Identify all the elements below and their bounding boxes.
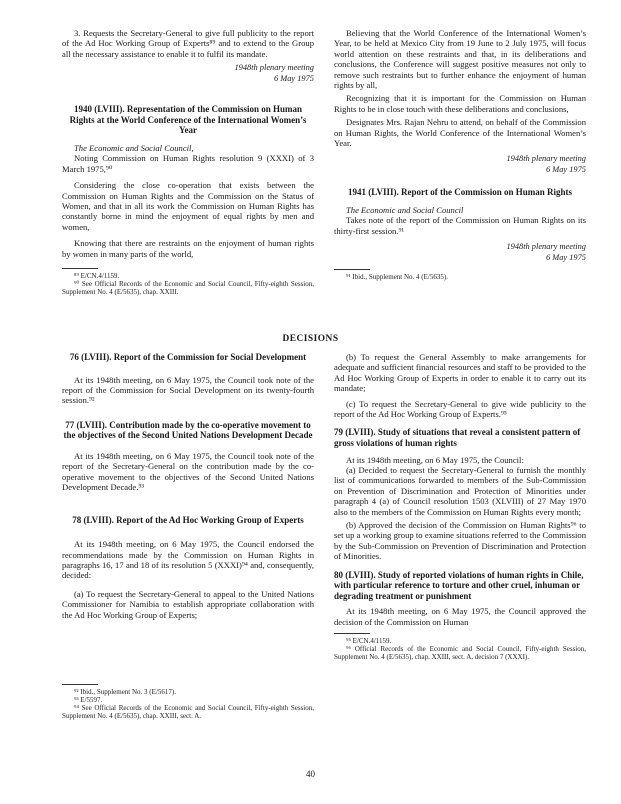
decision-subparagraph: (b) To request the General Assembly to make arrangements for adequate and sufficient financial resources and staff to be provided to the Ad Hoc Working Group of Experts in order to enable it to carry out its mandate; [334, 352, 586, 394]
bottom-left-column [62, 352, 314, 720]
resolution-title: 1940 (LVIII). Representation of the Commission on Human Rights at the World Conference of the International Women’s Year [69, 104, 307, 136]
footnote: ⁹⁵ E/CN.4/1159. [346, 637, 392, 646]
resolution-paragraph: 3. Requests the Secretary-General to give full publicity to the report of the Ad Hoc Working Group of Experts⁸⁹ and to extend to the Group all the necessary assistance to enable it to fulfil its mandate. [62, 28, 314, 59]
footnote: ⁹² Ibid., Supplement No. 3 (E/5617). [74, 688, 176, 697]
decision-title: 76 (LVIII). Report of the Commission for Social Development [69, 352, 307, 362]
decision-subparagraph: (c) To request the Secretary-General to give wide publicity to the report of the Ad Hoc Working Group of Experts.⁹⁵ [334, 398, 586, 420]
top-left-column [62, 28, 314, 296]
signature-meeting: 1948th plenary meeting [234, 63, 314, 73]
page-number: 40 [306, 769, 315, 779]
resolution-paragraph: Believing that the World Conference of the International Women’s Year, to be held at Mexico City from 19 June to 2 July 1975, will focus world attention on these restraints and that, in its deliberations and conclusions, the Conference will suggest positive measures not only to remove such restraints but to further enhance the enjoyment of human rights by all, [334, 28, 586, 91]
decision-text: At its 1948th meeting, on 6 May 1975, the Council took note of the report of the Commission for Social Development on its twenty-fourth session.⁹² [62, 374, 314, 406]
footnote: ⁹⁴ See Official Records of the Economic and Social Council, Fifty-eighth Session, Supplement No. 4 (E/5635), chap. XXIII, sect. A. [62, 704, 314, 721]
signature-meeting: 1948th plenary meeting [506, 242, 586, 252]
resolution-paragraph: Recognizing that it is important for the Commission on Human Rights to be in close touch with these deliberations and conclusions, [334, 93, 586, 114]
decision-title: 80 (LVIII). Study of reported violations of human rights in Chile, with particular reference to torture and other cruel, inhuman or degrading treatment or punishment [334, 569, 584, 601]
resolution-paragraph: Considering the close co-operation that exists between the Commission on Human Rights and the Commission on the Status of Women, and that in all its work the Commission on Human Rights has constantly borne in mind the enjoyment of equal rights by men and women, [62, 180, 314, 232]
top-right-column [334, 28, 586, 281]
signature-date: 6 May 1975 [545, 165, 586, 175]
footnote: ⁹⁰ See Official Records of the Economic and Social Council, Fifty-eighth Session, Supplement No. 4 (E/5635), chap. XXIII. [62, 280, 314, 297]
decisions-heading: DECISIONS [282, 334, 339, 344]
signature-date: 6 May 1975 [273, 74, 314, 84]
decision-subparagraph: (a) Decided to request the Secretary-General to furnish the monthly list of communications forwarded to members of the Sub-Commission on Prevention of Discrimination and Protection of Minorities under paragraph 4 (a) of Council resolution 1503 (XLVIII) of 27 May 1970 also to the members of the Commission on Human Rights every month; [334, 465, 586, 517]
resolution-paragraph: Noting Commission on Human Rights resolution 9 (XXXI) of 3 March 1975,⁹⁰ [62, 153, 314, 174]
footnote: ⁸⁹ E/CN.4/1159. [74, 272, 120, 281]
council-preamble: The Economic and Social Council [346, 205, 464, 216]
signature-meeting: 1948th plenary meeting [506, 154, 586, 164]
resolution-paragraph: Takes note of the report of the Commission on Human Rights on its thirty-first session.⁹¹ [334, 215, 586, 236]
decision-title: 78 (LVIII). Report of the Ad Hoc Working Group of Experts [72, 514, 304, 525]
footnote-rule [62, 268, 98, 269]
decision-subparagraph: (b) Approved the decision of the Commission on Human Rights⁹⁶ to set up a working group to examine situations referred to the Commission by the Sub-Commission on Prevention of Discrimination and Protection of Minorities. [334, 520, 586, 562]
bottom-right-column [334, 352, 586, 661]
footnote-rule [334, 633, 370, 634]
decision-text: At its 1948th meeting, on 6 May 1975, the Council: [346, 454, 524, 465]
resolution-paragraph: Designates Mrs. Rajan Nehru to attend, on behalf of the Commission on Human Rights, the World Conference of the International Women’s Year. [334, 117, 586, 149]
decision-text: At its 1948th meeting, on 6 May 1975, the Council approved the decision of the Commission on Human [334, 606, 586, 627]
footnote-rule [334, 269, 370, 270]
signature-date: 6 May 1975 [545, 253, 586, 263]
resolution-title: 1941 (LVIII). Report of the Commission on Human Rights [348, 187, 572, 198]
council-preamble: The Economic and Social Council, [74, 143, 194, 153]
decision-subparagraph: (a) To request the Secretary-General to appeal to the United Nations Commissioner for Namibia to establish appropriate collaboration with the Ad Hoc Working Group of Experts; [62, 588, 314, 620]
decision-title: 77 (LVIII). Contribution made by the co-operative movement to the objectives of the Second United Nations Development Decade [63, 419, 313, 441]
footnote: ⁹⁶ Official Records of the Economic and Social Council, Fifty-eighth Session, Supplement No. 4 (E/5635), chap. XXIII, sect. A, decision 7 (XXXI). [334, 645, 586, 662]
footnote-rule [62, 684, 98, 685]
decision-text: At its 1948th meeting, on 6 May 1975, the Council endorsed the recommendations made by the Commission on Human Rights in paragraphs 16, 17 and 18 of its resolution 5 (XXXI)⁹⁴ and, consequently, decided: [62, 539, 314, 581]
footnote: ⁹¹ Ibid., Supplement No. 4 (E/5635). [346, 273, 448, 282]
footnote: ⁹³ E/5597. [74, 696, 103, 705]
decision-title: 79 (LVIII). Study of situations that reveal a consistent pattern of gross violations of human rights [334, 427, 581, 449]
resolution-paragraph: Knowing that there are restraints on the enjoyment of human rights by women in many parts of the world, [62, 238, 314, 259]
decision-text: At its 1948th meeting, on 6 May 1975, the Council took note of the report of the Secretary-General on the contribution made by the co-operative movement to the objectives of the Second United Nations Development Decade.⁹³ [62, 451, 314, 493]
